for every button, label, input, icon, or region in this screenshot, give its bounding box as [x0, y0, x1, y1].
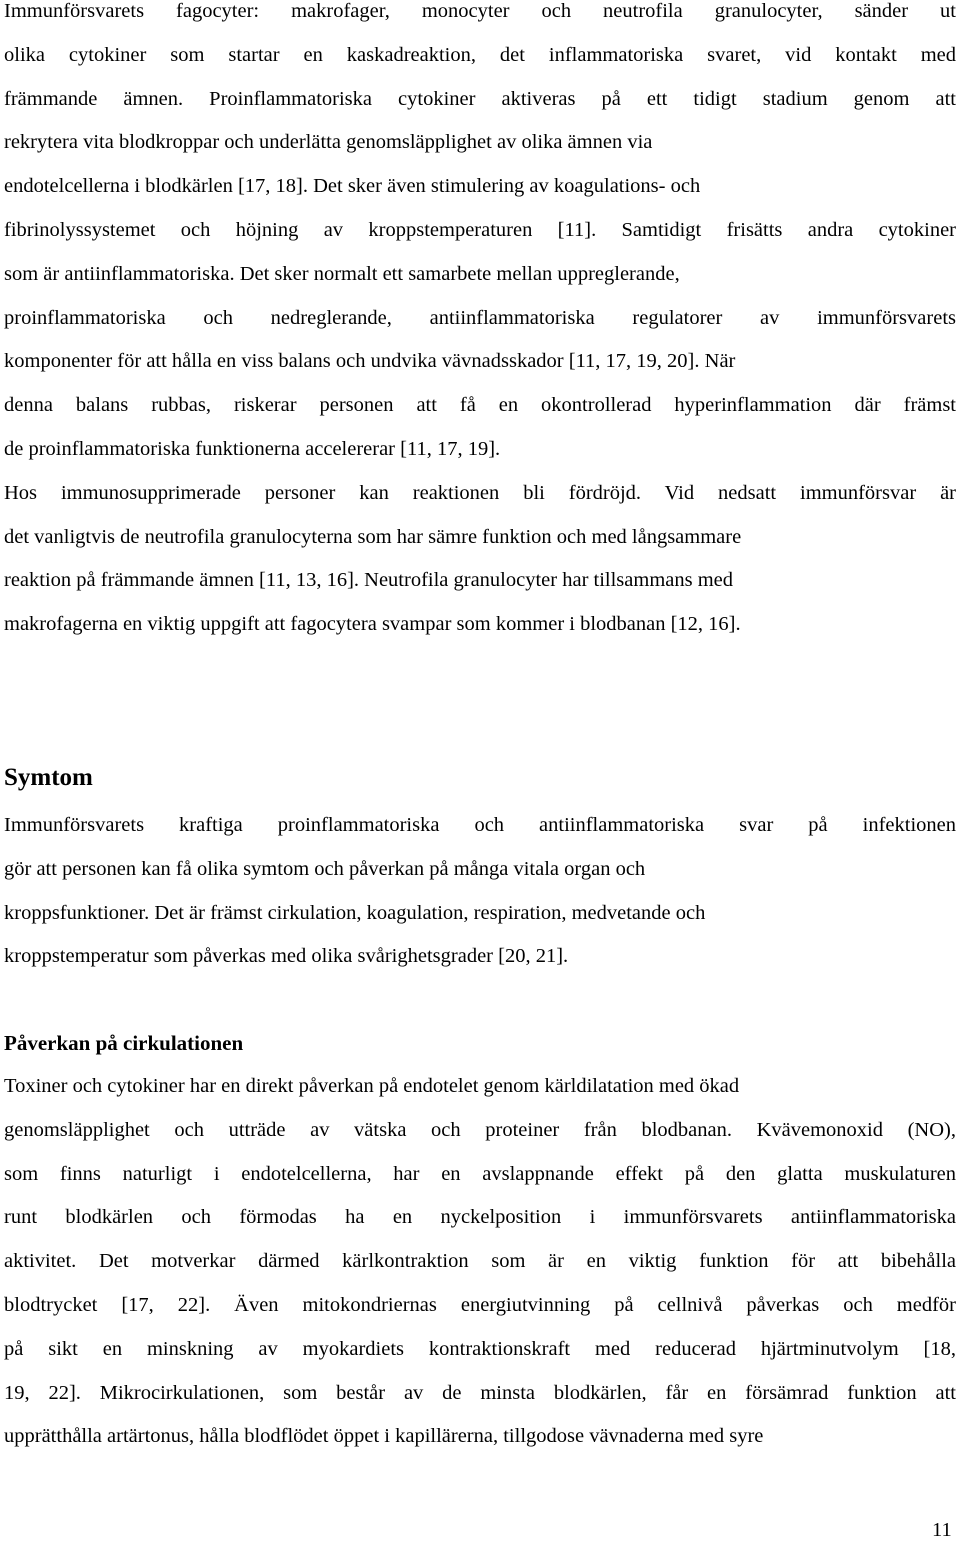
paragraph-cirkulation — [4, 1065, 956, 1459]
text-line: Immunförsvarets kraftiga proinflammatoriska och antiinflammatoriska svar på infektionen — [4, 814, 956, 836]
text-line: reaktion på främmande ämnen [11, 13, 16]. Neutrofila granulocyter har tillsammans med — [4, 569, 734, 592]
text-line: Hos immunosupprimerade personer kan reaktionen bli fördröjd. Vid nedsatt immunförsvar är — [4, 481, 956, 504]
text-line: makrofagerna en viktig uppgift att fagocytera svampar som kommer i blodbanan [12, 16]. — [4, 613, 741, 636]
text-line: komponenter för att hålla en viss balans och undvika vävnadsskador [11, 17, 19, 20]. När — [4, 350, 736, 373]
section-heading-symtom: Symtom — [4, 764, 93, 791]
paragraph-symtom — [4, 804, 956, 979]
text-line: gör att personen kan få olika symtom och påverkan på många vitala organ och — [4, 857, 646, 880]
text-line: olika cytokiner som startar en kaskadreaktion, det inflammatoriska svaret, vid kontakt med — [4, 43, 956, 66]
text-line: genomsläpplighet och utträde av vätska och proteiner från blodbanan. Kvävemonoxid (NO), — [4, 1118, 956, 1141]
text-line: upprätthålla artärtonus, hålla blodflödet öppet i kapillärerna, tillgodose vävnaderna med syre — [4, 1425, 764, 1448]
text-line: Toxiner och cytokiner har en direkt påverkan på endotelet genom kärldilatation med ökad — [4, 1075, 740, 1097]
text-line: främmande ämnen. Proinflammatoriska cytokiner aktiveras på ett tidigt stadium genom att — [4, 87, 956, 110]
text-line: de proinflammatoriska funktionerna accelererar [11, 17, 19]. — [4, 437, 501, 460]
text-line: denna balans rubbas, riskerar personen att få en okontrollerad hyperinflammation där främst — [4, 394, 956, 417]
text-line: som är antiinflammatoriska. Det sker normalt ett samarbete mellan uppreglerande, — [4, 262, 680, 285]
text-line: aktivitet. Det motverkar därmed kärlkontraktion som är en viktig funktion för att bibehålla — [4, 1250, 956, 1273]
text-line: som finns naturligt i endotelcellerna, har en avslappnande effekt på den glatta muskulaturen — [4, 1162, 956, 1185]
text-line: kroppsfunktioner. Det är främst cirkulation, koagulation, respiration, medvetande och — [4, 901, 706, 924]
text-line: kroppstemperatur som påverkas med olika svårighetsgrader [20, 21]. — [4, 945, 569, 968]
text-line: Immunförsvarets fagocyter: makrofager, monocyter och neutrofila granulocyter, sänder ut — [4, 0, 956, 22]
text-line: fibrinolyssystemet och höjning av kroppstemperaturen [11]. Samtidigt frisätts andra cytokiner — [4, 218, 956, 241]
text-line: 19, 22]. Mikrocirkulationen, som består av de minsta blodkärlen, får en försämrad funktion att — [4, 1381, 956, 1404]
text-line: det vanligtvis de neutrofila granulocyterna som har sämre funktion och med långsammare — [4, 525, 742, 548]
paragraph-immune-response — [4, 0, 956, 647]
text-line: endotelcellerna i blodkärlen [17, 18]. Det sker även stimulering av koagulations- och — [4, 175, 701, 198]
text-line: blodtrycket [17, 22]. Även mitokondriernas energiutvinning på cellnivå påverkas och medför — [4, 1293, 956, 1316]
text-line: proinflammatoriska och nedreglerande, antiinflammatoriska regulatorer av immunförsvarets — [4, 306, 956, 329]
text-line: rekrytera vita blodkroppar och underlätta genomsläpplighet av olika ämnen via — [4, 131, 653, 154]
section-heading-cirkulation: Påverkan på cirkulationen — [4, 1031, 244, 1055]
text-line: runt blodkärlen och förmodas ha en nyckelposition i immunförsvarets antiinflammatoriska — [4, 1206, 956, 1229]
page-number: 11 — [932, 1519, 952, 1541]
text-line: på sikt en minskning av myokardiets kontraktionskraft med reducerad hjärtminutvolym [18, — [4, 1337, 956, 1360]
